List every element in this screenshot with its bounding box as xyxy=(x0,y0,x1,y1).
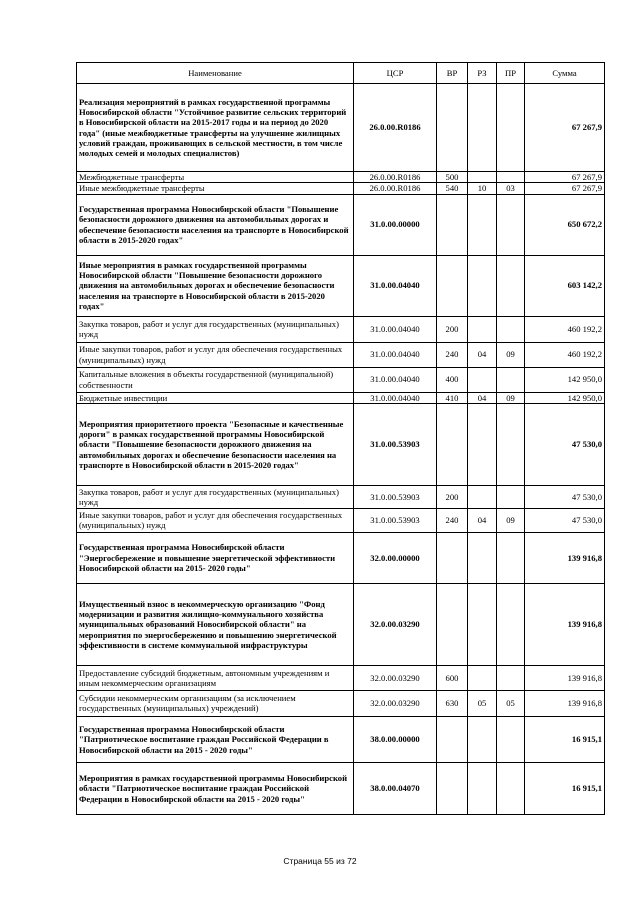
row-rz xyxy=(468,716,497,762)
row-pr xyxy=(497,172,525,183)
row-sum: 139 916,8 xyxy=(525,583,605,665)
row-csr: 38.0.00.00000 xyxy=(354,716,437,762)
row-rz: 04 xyxy=(468,342,497,367)
row-vr: 500 xyxy=(437,172,468,183)
row-sum: 650 672,2 xyxy=(525,194,605,255)
row-name: Иные закупки товаров, работ и услуг для обеспечения государственных (муниципальных) нужд xyxy=(77,508,354,532)
row-rz: 04 xyxy=(468,508,497,532)
row-vr xyxy=(437,255,468,316)
row-name: Государственная программа Новосибирской области "Патриотическое воспитание граждан Российской Федерации в Новосибирской области на 2015 - 2020 годы" xyxy=(77,716,354,762)
row-rz: 10 xyxy=(468,183,497,194)
row-name: Иные мероприятия в рамках государственной программы Новосибирской области "Повышение безопасности дорожного движения на автомобильных дорогах и обеспечение безопасности населения на транспорте в Новосибирской области в 2015-2020 годах" xyxy=(77,255,354,316)
row-pr xyxy=(497,716,525,762)
table-row xyxy=(77,583,605,665)
row-csr: 32.0.00.03290 xyxy=(354,690,437,716)
row-sum: 47 530,0 xyxy=(525,403,605,485)
row-pr xyxy=(497,485,525,508)
row-sum: 47 530,0 xyxy=(525,485,605,508)
row-vr xyxy=(437,583,468,665)
row-sum: 142 950,0 xyxy=(525,367,605,392)
row-rz xyxy=(468,665,497,690)
row-pr xyxy=(497,194,525,255)
row-pr xyxy=(497,762,525,814)
row-name: Бюджетные инвестиции xyxy=(77,392,354,403)
table-row xyxy=(77,342,605,367)
row-sum: 16 915,1 xyxy=(525,762,605,814)
row-vr: 540 xyxy=(437,183,468,194)
row-vr: 200 xyxy=(437,485,468,508)
table-row xyxy=(77,665,605,690)
row-sum: 603 142,2 xyxy=(525,255,605,316)
row-rz xyxy=(468,316,497,342)
row-pr: 09 xyxy=(497,508,525,532)
row-name: Субсидии некоммерческим организациям (за исключением государственных (муниципальных) учреждений) xyxy=(77,690,354,716)
row-pr xyxy=(497,403,525,485)
row-rz xyxy=(468,485,497,508)
row-sum: 139 916,8 xyxy=(525,690,605,716)
header-sum: Сумма xyxy=(525,63,605,84)
row-rz xyxy=(468,762,497,814)
row-pr xyxy=(497,583,525,665)
table-row xyxy=(77,183,605,194)
table-row xyxy=(77,403,605,485)
row-name: Государственная программа Новосибирской области "Энергосбережение и повышение энергетической эффективности Новосибирской области на 2015- 2020 годы" xyxy=(77,532,354,583)
header-name: Наименование xyxy=(77,63,354,84)
table-row xyxy=(77,508,605,532)
row-csr: 31.0.00.04040 xyxy=(354,367,437,392)
row-csr: 31.0.00.04040 xyxy=(354,342,437,367)
row-csr: 31.0.00.04040 xyxy=(354,392,437,403)
row-vr: 400 xyxy=(437,367,468,392)
row-vr: 200 xyxy=(437,316,468,342)
header-rz: РЗ xyxy=(468,63,497,84)
row-vr: 600 xyxy=(437,665,468,690)
row-name: Имущественный взнос в некоммерческую организацию "Фонд модернизации и развития жилищно-коммунального хозяйства муниципальных образований Новосибирской области" на мероприятия по энергосбережению и повышению энергетической эффективности в системе коммунальной инфраструктуры xyxy=(77,583,354,665)
row-rz xyxy=(468,367,497,392)
row-pr xyxy=(497,665,525,690)
row-vr xyxy=(437,194,468,255)
table-row xyxy=(77,84,605,172)
row-rz: 05 xyxy=(468,690,497,716)
row-name: Закупка товаров, работ и услуг для государственных (муниципальных) нужд xyxy=(77,316,354,342)
table-row xyxy=(77,194,605,255)
page-number: Страница 55 из 72 xyxy=(283,856,357,866)
row-vr: 410 xyxy=(437,392,468,403)
row-name: Закупка товаров, работ и услуг для государственных (муниципальных) нужд xyxy=(77,485,354,508)
row-vr: 630 xyxy=(437,690,468,716)
row-rz xyxy=(468,255,497,316)
row-sum: 16 915,1 xyxy=(525,716,605,762)
table-header-row xyxy=(77,63,605,84)
row-sum: 142 950,0 xyxy=(525,392,605,403)
row-csr: 32.0.00.03290 xyxy=(354,665,437,690)
row-sum: 460 192,2 xyxy=(525,316,605,342)
table-row xyxy=(77,485,605,508)
row-vr xyxy=(437,84,468,172)
row-vr xyxy=(437,403,468,485)
row-sum: 139 916,8 xyxy=(525,665,605,690)
row-name: Межбюджетные трансферты xyxy=(77,172,354,183)
row-csr: 31.0.00.53903 xyxy=(354,485,437,508)
row-pr xyxy=(497,367,525,392)
row-rz xyxy=(468,194,497,255)
row-rz xyxy=(468,403,497,485)
row-vr xyxy=(437,762,468,814)
row-rz: 04 xyxy=(468,392,497,403)
row-csr: 32.0.00.03290 xyxy=(354,583,437,665)
row-pr: 09 xyxy=(497,342,525,367)
row-csr: 26.0.00.R0186 xyxy=(354,183,437,194)
row-csr: 31.0.00.04040 xyxy=(354,316,437,342)
row-name: Мероприятия в рамках государственной программы Новосибирской области "Патриотическое воспитание граждан Российской Федерации в Новосибирской области на 2015 - 2020 годы" xyxy=(77,762,354,814)
row-name: Капитальные вложения в объекты государственной (муниципальной) собственности xyxy=(77,367,354,392)
row-csr: 31.0.00.53903 xyxy=(354,508,437,532)
header-pr: ПР xyxy=(497,63,525,84)
table-row xyxy=(77,316,605,342)
row-pr xyxy=(497,532,525,583)
row-rz xyxy=(468,84,497,172)
table-row xyxy=(77,716,605,762)
table-row xyxy=(77,367,605,392)
row-csr: 38.0.00.04070 xyxy=(354,762,437,814)
row-sum: 47 530,0 xyxy=(525,508,605,532)
row-vr: 240 xyxy=(437,342,468,367)
header-vr: ВР xyxy=(437,63,468,84)
table-row xyxy=(77,762,605,814)
row-sum: 67 267,9 xyxy=(525,183,605,194)
row-csr: 31.0.00.00000 xyxy=(354,194,437,255)
row-pr xyxy=(497,255,525,316)
row-name: Мероприятия приоритетного проекта "Безопасные и качественные дороги" в рамках государственной программы Новосибирской области "Повышение безопасности дорожного движения на автомобильных дорогах и обеспечение безопасности населения на транспорте в Новосибирской области в 2015-2020 годах" xyxy=(77,403,354,485)
row-sum: 139 916,8 xyxy=(525,532,605,583)
row-name: Иные закупки товаров, работ и услуг для обеспечения государственных (муниципальных) нужд xyxy=(77,342,354,367)
row-rz xyxy=(468,583,497,665)
header-csr: ЦСР xyxy=(354,63,437,84)
row-csr: 31.0.00.53903 xyxy=(354,403,437,485)
row-sum: 460 192,2 xyxy=(525,342,605,367)
row-pr xyxy=(497,316,525,342)
row-csr: 26.0.00.R0186 xyxy=(354,172,437,183)
row-name: Иные межбюджетные трансферты xyxy=(77,183,354,194)
row-csr: 31.0.00.04040 xyxy=(354,255,437,316)
row-vr xyxy=(437,716,468,762)
row-vr: 240 xyxy=(437,508,468,532)
row-name: Государственная программа Новосибирской области "Повышение безопасности дорожного движения на автомобильных дорогах и обеспечение безопасности населения на транспорте в Новосибирской области в 2015-2020 годах" xyxy=(77,194,354,255)
row-name: Реализация мероприятий в рамках государственной программы Новосибирской области "Устойчивое развитие сельских территорий в Новосибирской области на 2015-2017 годы и на период до 2020 года" (иные межбюджетные трансферты на улучшение жилищных условий граждан, проживающих в сельской местности, в том числе молодых семей и молодых специалистов) xyxy=(77,84,354,172)
table-row xyxy=(77,255,605,316)
row-name: Предоставление субсидий бюджетным, автономным учреждениям и иным некоммерческим организациям xyxy=(77,665,354,690)
row-csr: 26.0.00.R0186 xyxy=(354,84,437,172)
table-row xyxy=(77,172,605,183)
table-row xyxy=(77,532,605,583)
row-pr: 05 xyxy=(497,690,525,716)
row-csr: 32.0.00.00000 xyxy=(354,532,437,583)
table-row xyxy=(77,690,605,716)
row-sum: 67 267,9 xyxy=(525,84,605,172)
row-vr xyxy=(437,532,468,583)
row-rz xyxy=(468,532,497,583)
row-pr: 09 xyxy=(497,392,525,403)
row-pr: 03 xyxy=(497,183,525,194)
row-pr xyxy=(497,84,525,172)
row-rz xyxy=(468,172,497,183)
budget-table xyxy=(76,62,605,815)
row-sum: 67 267,9 xyxy=(525,172,605,183)
table-row xyxy=(77,392,605,403)
